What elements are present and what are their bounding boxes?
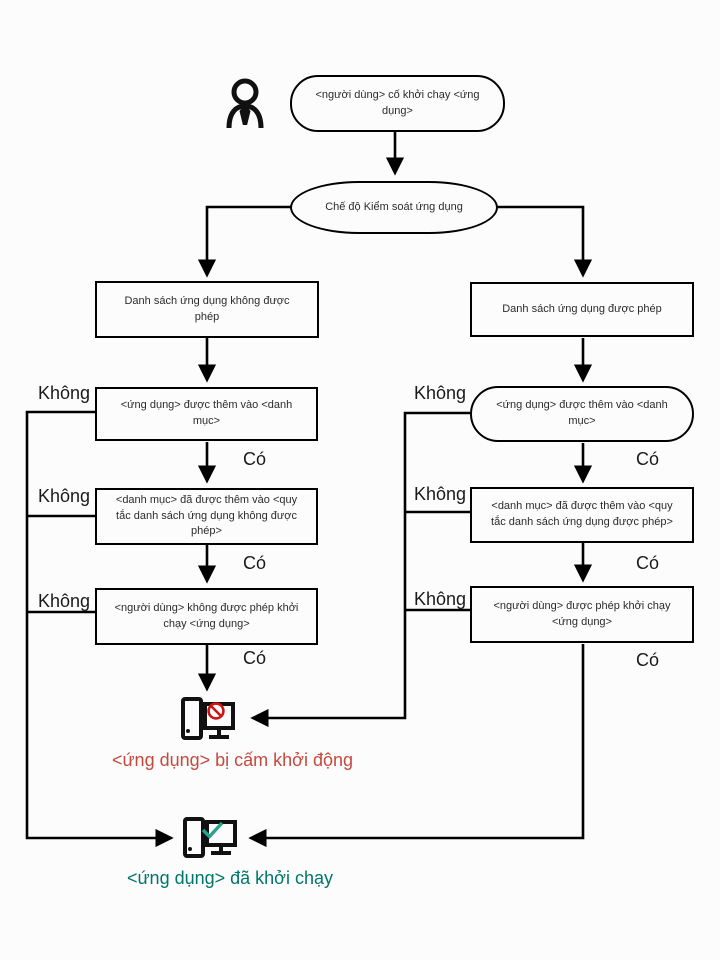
node-left-step3-label: <người dùng> không được phép khởi chạy <ứng dụng> [114, 601, 299, 630]
node-control-mode [290, 181, 498, 234]
label-yes-right-3: Có [636, 650, 660, 670]
caption-app-started: <ứng dụng> đã khởi chạy [127, 868, 333, 888]
prohibition-icon [209, 704, 224, 719]
node-left-step1-label: <ứng dụng> được thêm vào <danh mục> [120, 399, 293, 427]
label-yes-left-2: Có [243, 553, 267, 573]
label-no-left-1: Không [38, 383, 91, 403]
node-right-step2-label: <danh mục> đã được thêm vào <quy tắc danh sách ứng dụng được phép> [491, 500, 673, 528]
label-no-right-1: Không [414, 383, 467, 403]
node-left-step2-label: <danh mục> đã được thêm vào <quy tắc danh sách ứng dụng không được phép> [115, 493, 298, 538]
node-left-step3 [95, 588, 318, 645]
connector-right-yes-allowed [252, 644, 583, 838]
connector-right-no-rail [254, 413, 470, 718]
node-start-label: <người dùng> cố khởi chạy <ứng dụng> [315, 88, 480, 117]
connector-mode-left-list [207, 207, 291, 274]
label-no-left-3: Không [38, 591, 91, 611]
node-control-mode-label: Chế độ Kiểm soát ứng dụng [325, 200, 463, 213]
node-right-step3 [470, 586, 694, 643]
node-right-step2 [470, 487, 694, 543]
node-right-allowlist-label: Danh sách ứng dụng được phép [502, 302, 662, 315]
node-right-step3-label: <người dùng> được phép khởi chạy <ứng dụng> [493, 599, 671, 628]
node-left-step1 [95, 387, 318, 441]
label-yes-right-1: Có [636, 449, 660, 469]
user-icon [229, 81, 261, 128]
computer-allowed-icon [185, 819, 235, 856]
label-yes-left-1: Có [243, 449, 267, 469]
label-no-right-2: Không [414, 484, 467, 504]
connector-mode-right-list [497, 207, 583, 274]
node-right-allowlist [470, 282, 694, 337]
node-start [290, 75, 505, 132]
label-no-right-3: Không [414, 589, 467, 609]
node-right-step1 [470, 386, 694, 442]
node-left-denylist-label: Danh sách ứng dụng không được phép [124, 294, 290, 323]
label-yes-right-2: Có [636, 553, 660, 573]
node-left-step2 [95, 488, 318, 545]
computer-blocked-icon [183, 699, 233, 738]
node-right-step1-label: <ứng dụng> được thêm vào <danh mục> [496, 399, 668, 427]
caption-app-blocked: <ứng dụng> bị cấm khởi động [112, 750, 354, 770]
label-no-left-2: Không [38, 486, 91, 506]
label-yes-left-3: Có [243, 648, 267, 668]
node-left-denylist [95, 281, 319, 338]
